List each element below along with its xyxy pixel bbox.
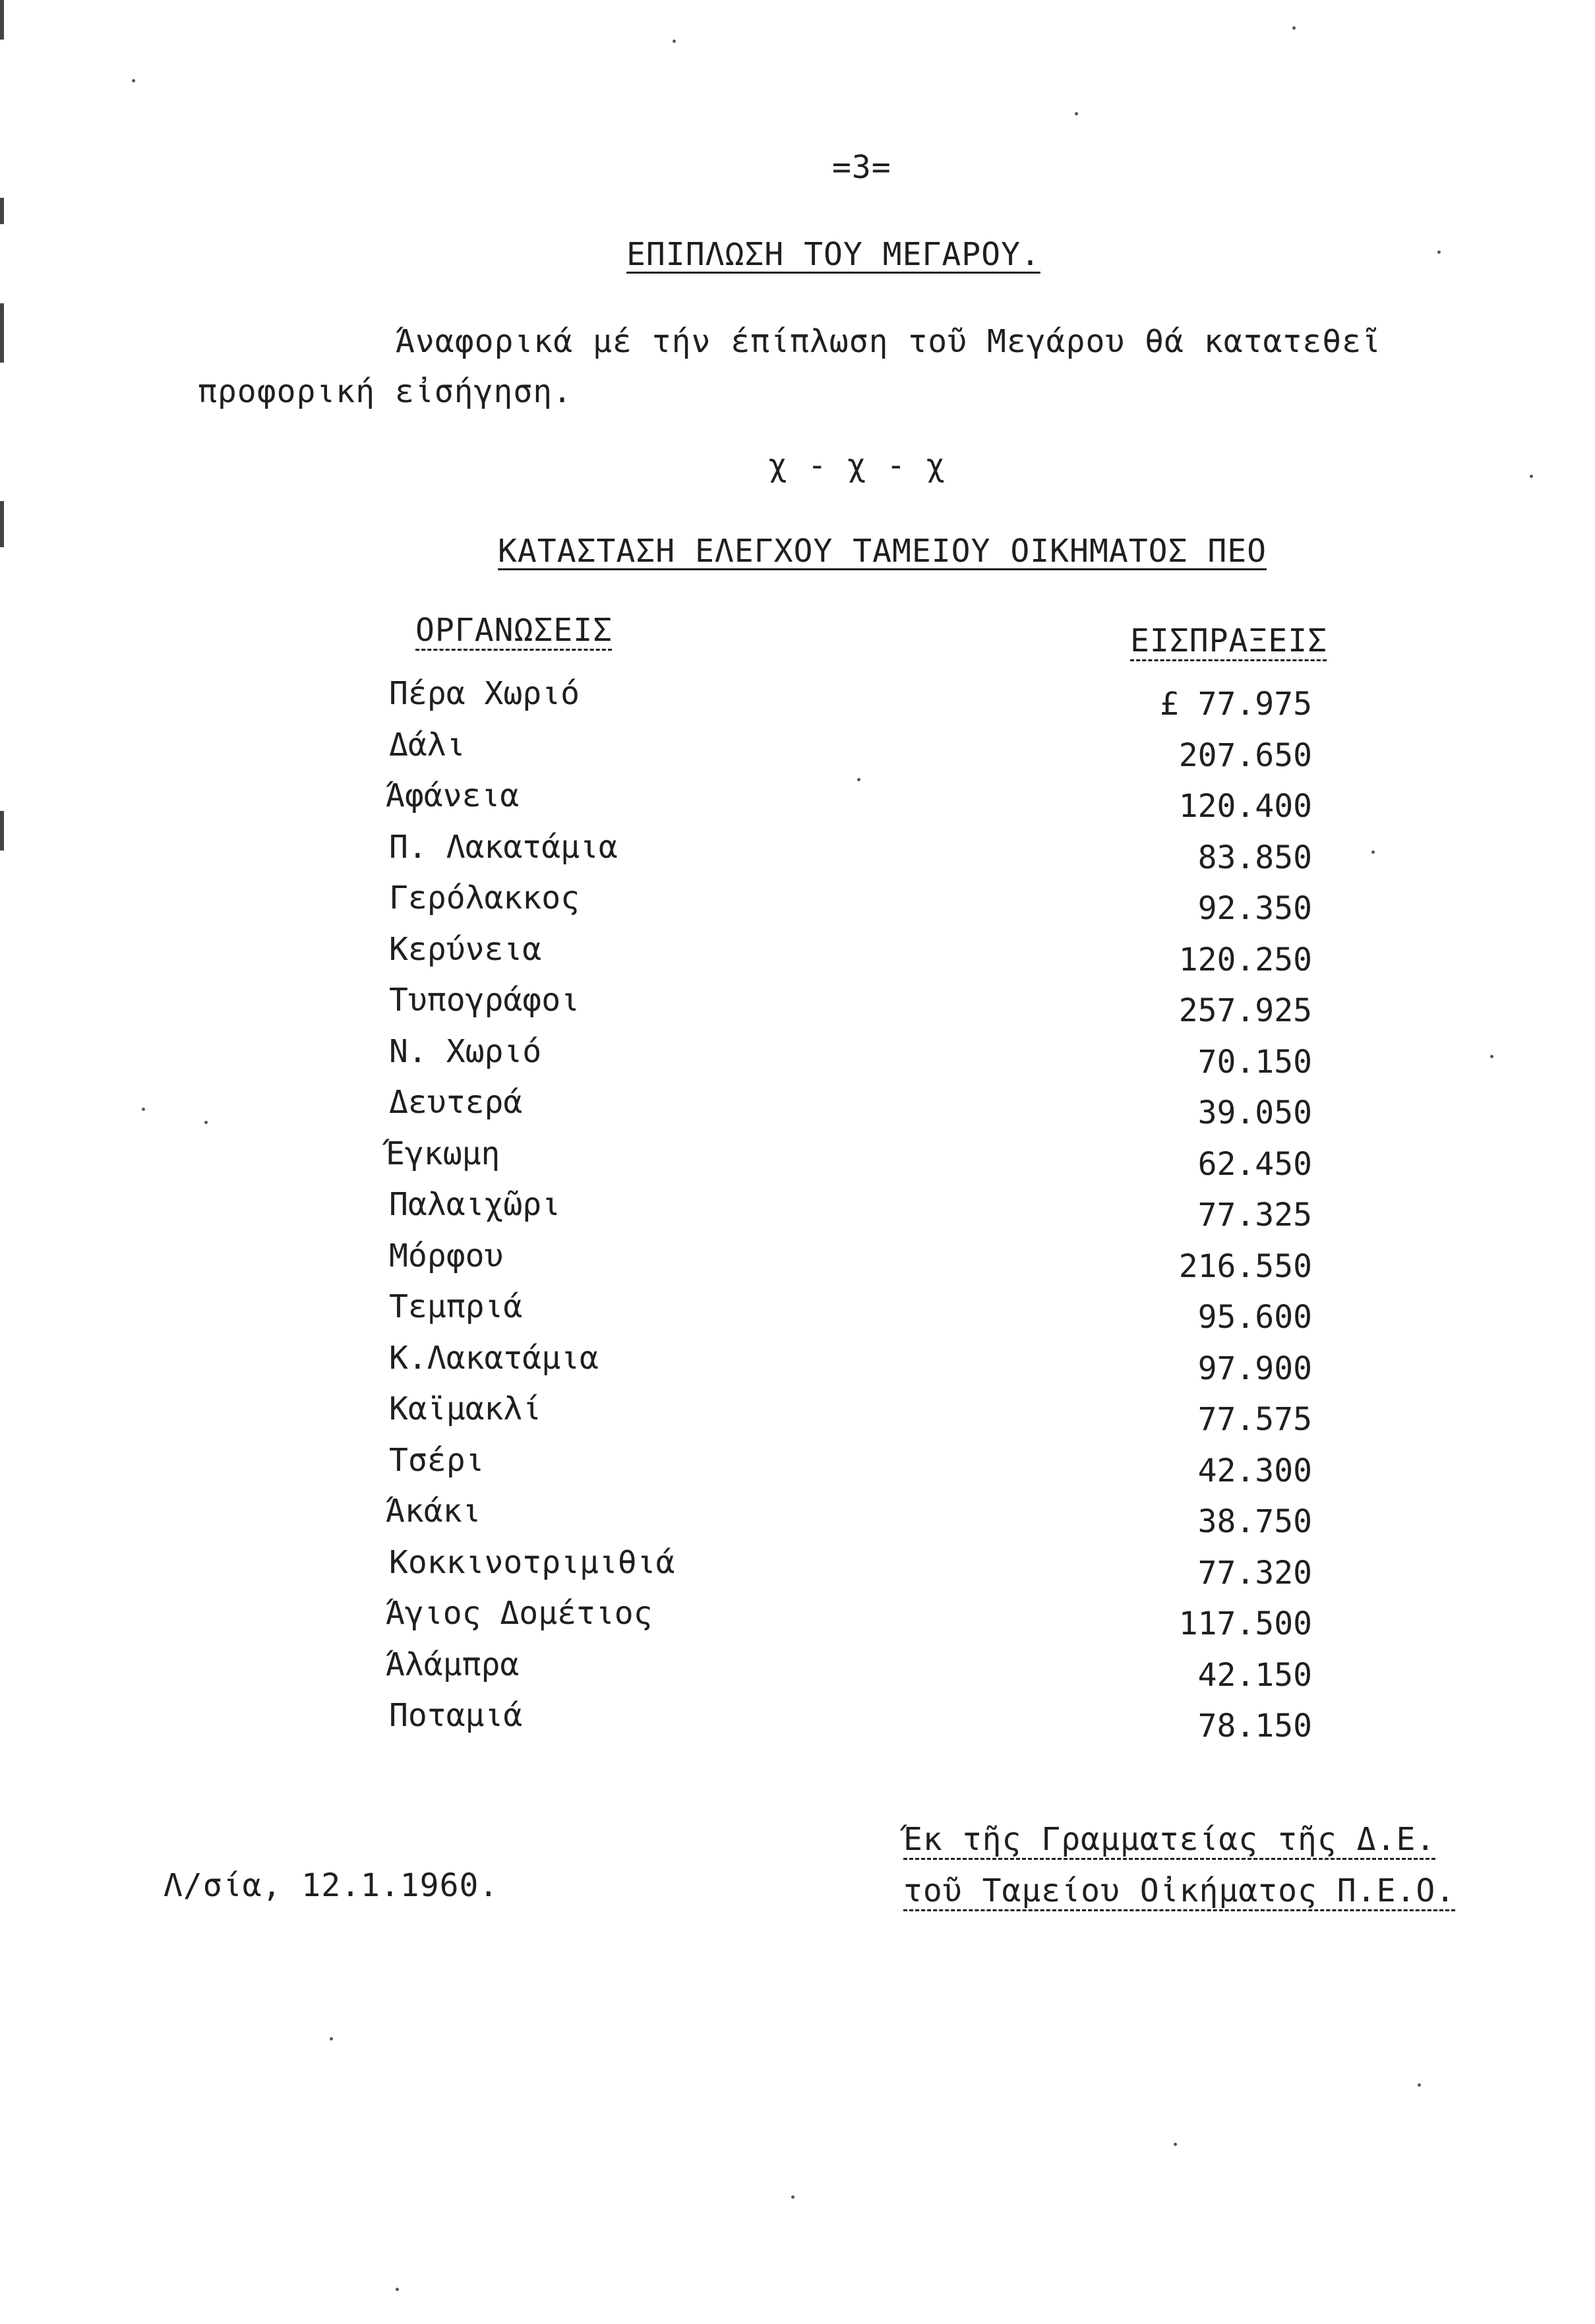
table-row-amount: 97.900 xyxy=(1197,1350,1312,1387)
table-row-organization: Κερύνεια xyxy=(389,931,542,968)
scan-speck xyxy=(204,1121,208,1124)
signature-line-1: Έκ τῆς Γραμματείας τῆς Δ.Ε. xyxy=(903,1821,1436,1858)
scan-speck xyxy=(1530,475,1533,478)
table-row-organization: Πέρα Χωριό xyxy=(389,675,580,712)
table-row-organization: Ν. Χωριό xyxy=(389,1033,542,1070)
table-row-amount: 62.450 xyxy=(1197,1146,1312,1183)
table-row-amount: 117.500 xyxy=(1178,1605,1312,1642)
separator: χ - χ - χ xyxy=(768,447,946,484)
scan-speck xyxy=(791,2195,795,2199)
table-row-organization: Ποταμιά xyxy=(389,1697,523,1734)
scan-speck xyxy=(142,1108,145,1111)
table-row-amount: 42.300 xyxy=(1197,1452,1312,1489)
paragraph-line-1: Άναφορικά μέ τήν έπίπλωση τοῦ Μεγάρου θά κατατεθεῖ xyxy=(396,323,1381,360)
table-row-organization: Π. Λακατάμια xyxy=(389,829,618,866)
scan-edge-mark xyxy=(0,811,4,850)
scan-speck xyxy=(1490,1055,1493,1058)
table-row-organization: Άφάνεια xyxy=(386,777,520,814)
scan-speck xyxy=(673,40,676,43)
scan-speck xyxy=(1418,2083,1421,2087)
table-row-amount: 42.150 xyxy=(1197,1657,1312,1694)
table-row-organization: Παλαιχῶρι xyxy=(389,1186,561,1223)
scan-speck xyxy=(1075,112,1078,115)
table-row-organization: Μόρφου xyxy=(389,1237,504,1274)
signature-line-2: τοῦ Ταμείου Οἰκήματος Π.Ε.Ο. xyxy=(903,1872,1456,1909)
paragraph-line-2: προφορική εἰσήγηση. xyxy=(198,373,573,410)
table-row-amount: 78.150 xyxy=(1197,1708,1312,1744)
page-number: =3= xyxy=(832,149,891,186)
table-row-amount: 207.650 xyxy=(1178,737,1312,774)
scan-speck xyxy=(132,79,135,82)
place-date: Λ/σία, 12.1.1960. xyxy=(164,1867,499,1904)
scan-speck xyxy=(330,2037,333,2041)
scan-speck xyxy=(1371,850,1375,854)
table-row-amount: 77.575 xyxy=(1197,1401,1312,1438)
table-row-organization: Έγκωμη xyxy=(386,1135,500,1172)
scan-edge-mark xyxy=(0,303,4,363)
table-row-amount: 92.350 xyxy=(1197,890,1312,927)
table-row-organization: Κ.Λακατάμια xyxy=(389,1340,599,1377)
table-row-organization: Καϊμακλί xyxy=(389,1390,542,1427)
scan-speck xyxy=(1437,251,1441,254)
table-row-organization: Τεμπριά xyxy=(389,1288,523,1325)
scan-speck xyxy=(396,2288,399,2291)
scan-edge-mark xyxy=(0,198,4,224)
scan-speck xyxy=(857,778,860,781)
table-row-organization: Τυπογράφοι xyxy=(389,982,580,1019)
table-row-organization: Κοκκινοτριμιθιά xyxy=(389,1544,675,1581)
table-row-amount: 77.320 xyxy=(1197,1555,1312,1592)
table-row-amount: 216.550 xyxy=(1178,1248,1312,1285)
table-row-organization: Δευτερά xyxy=(389,1084,523,1121)
table-row-amount: 38.750 xyxy=(1197,1503,1312,1540)
table-row-amount: 120.400 xyxy=(1178,788,1312,825)
table-row-organization: Γερόλακκος xyxy=(389,879,580,916)
table-row-amount: 39.050 xyxy=(1197,1094,1312,1131)
table-row-amount: 77.325 xyxy=(1197,1197,1312,1234)
table-row-organization: Τσέρι xyxy=(389,1442,485,1479)
column-header-organizations: ΟΡΓΑΝΩΣΕΙΣ xyxy=(415,612,613,649)
scan-speck xyxy=(1292,26,1296,30)
table-row-amount: 70.150 xyxy=(1197,1044,1312,1081)
table-row-amount: 83.850 xyxy=(1197,839,1312,876)
table-row-organization: Άλάμπρα xyxy=(386,1646,520,1683)
table-title: ΚΑΤΑΣΤΑΣΗ ΕΛΕΓΧΟΥ ΤΑΜΕΙΟΥ ΟΙΚΗΜΑΤΟΣ ΠΕΟ xyxy=(498,533,1267,570)
table-row-organization: Άγιος Δομέτιος xyxy=(386,1595,653,1632)
scan-speck xyxy=(1174,2143,1177,2146)
table-row-amount: 120.250 xyxy=(1178,941,1312,978)
table-row-amount: 95.600 xyxy=(1197,1299,1312,1336)
table-row-organization: Δάλι xyxy=(389,727,466,763)
scan-edge-mark xyxy=(0,0,4,40)
column-header-receipts: ΕΙΣΠΡΑΞΕΙΣ xyxy=(1130,622,1327,659)
table-row-organization: Άκάκι xyxy=(386,1493,481,1530)
table-row-amount: 257.925 xyxy=(1178,992,1312,1029)
section-heading-furnishing: ΕΠΙΠΛΩΣΗ ΤΟΥ ΜΕΓΑΡΟΥ. xyxy=(626,236,1040,273)
table-row-amount: £ 77.975 xyxy=(1159,686,1312,723)
scan-edge-mark xyxy=(0,501,4,547)
